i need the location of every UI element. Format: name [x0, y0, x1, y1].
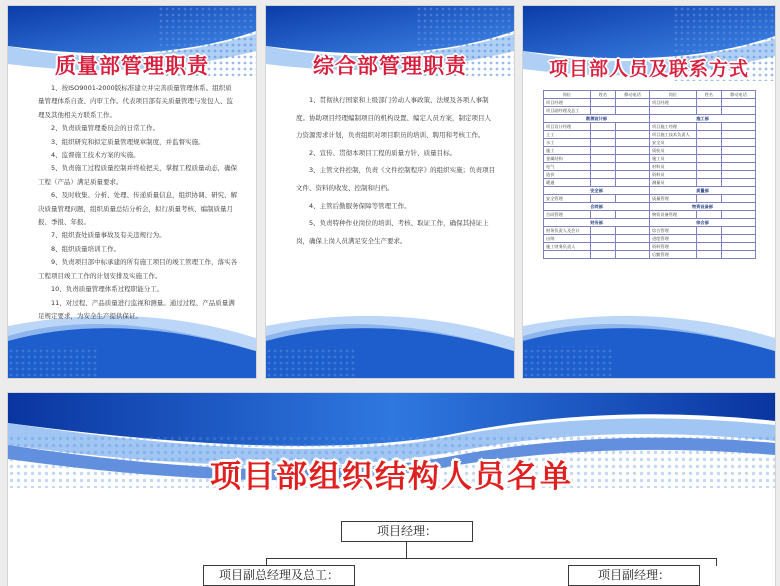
table-cell: 测量员: [649, 179, 696, 187]
table-cell: [590, 211, 615, 219]
table-cell: [722, 235, 756, 243]
table-cell: [590, 107, 615, 115]
table-header-row: [544, 91, 756, 99]
table-cell: [590, 251, 615, 259]
table-cell: 暖通: [544, 179, 591, 187]
table-cell: 质量管理: [649, 195, 696, 203]
table-cell: [590, 131, 615, 139]
table-cell: [696, 179, 721, 187]
table-cell: [722, 163, 756, 171]
connector-line: [406, 542, 407, 558]
table-cell: [649, 107, 696, 115]
table-cell: 项目经理: [544, 99, 591, 107]
table-cell: [616, 227, 650, 235]
duty-paragraph: 2、负责质量管理委员会的日常工作。: [51, 124, 160, 133]
table-cell: [722, 211, 756, 219]
table-cell: [696, 243, 721, 251]
section-row: [544, 187, 756, 195]
table-cell: [722, 131, 756, 139]
table-cell: [696, 107, 721, 115]
section-label: 综合部: [649, 219, 755, 227]
table-cell: [616, 235, 650, 243]
table-cell: 项目施工技术负责人: [649, 131, 696, 139]
duty-paragraph: 2、宣传、贯彻本项目工程的质量方针、质量目标。: [309, 148, 457, 157]
table-row: [544, 235, 756, 243]
table-cell: [722, 155, 756, 163]
table-cell: [696, 163, 721, 171]
section-label: 质量部: [649, 187, 755, 195]
table-cell: [696, 251, 721, 259]
table-cell: 项目副经理及总工: [544, 107, 591, 115]
section-row: [544, 219, 756, 227]
table-cell: [696, 227, 721, 235]
table-cell: 安全管理: [544, 195, 591, 203]
table-cell: 施工: [544, 147, 591, 155]
table-cell: [616, 195, 650, 203]
section-label: 施工部: [649, 115, 755, 123]
table-cell: [696, 131, 721, 139]
table-row: [544, 147, 756, 155]
table-row: [544, 155, 756, 163]
table-cell: [590, 243, 615, 251]
table-cell: [590, 139, 615, 147]
duty-paragraph: 4、主管后勤服务保障等管理工作。: [309, 201, 411, 210]
duty-paragraph: 7、组织查处质量事故及有关违规行为。: [51, 231, 166, 240]
table-row: [544, 99, 756, 107]
table-cell: [722, 123, 756, 131]
duty-paragraph: 3、主管文件控制，负责《文件控制程序》的组织实施；负责项目文件、资料的收发、控制和归档。: [296, 166, 496, 192]
table-cell: [696, 235, 721, 243]
table-cell: [616, 147, 650, 155]
section-label: 合同部: [544, 203, 650, 211]
table-cell: [722, 107, 756, 115]
column-header: 岗位: [544, 91, 591, 99]
table-cell: 财务负责人及会计: [544, 227, 591, 235]
table-cell: 综合管理: [649, 227, 696, 235]
table-cell: [616, 123, 650, 131]
column-header: 岗位: [649, 91, 696, 99]
table-cell: [696, 171, 721, 179]
table-cell: [696, 155, 721, 163]
duty-paragraph: 5、负责特种作业岗位的培训、考核、取证工作，确保其持证上岗，确保上岗人员满足安全生产要求。: [296, 219, 489, 245]
table-cell: [590, 155, 615, 163]
table-row: [544, 171, 756, 179]
table-cell: [544, 251, 591, 259]
table-cell: 项目施工经理: [649, 123, 696, 131]
duty-paragraph: 9、负责项目部中标承建的所有施工项目的竣工管理工作，落实各工程项目竣工工作的计划安排及实施工作。: [38, 258, 238, 280]
table-cell: [616, 179, 650, 187]
project-manager-box: 项目经理：: [341, 521, 473, 542]
duty-paragraph: 5、负责施工过程质量控制并终检把关，掌握工程质量动态，确保工程（产品）满足质量要求。: [38, 164, 238, 186]
table-cell: [722, 139, 756, 147]
table-cell: 水工: [544, 139, 591, 147]
section-label: 物资设备部: [649, 203, 755, 211]
duty-paragraph: 1、按ISO9001-2000版标准建立并完善质量管理体系。组织质量管理体系自查、内审工作。代表项目部有关质量管理与发包人、监理及其他相关方联系工作。: [38, 84, 233, 119]
table-cell: [616, 171, 650, 179]
org-chart-title: 项目部组织结构人员名单: [210, 459, 573, 495]
table-cell: 项目经理: [649, 99, 696, 107]
table-cell: 安全员: [649, 139, 696, 147]
table-row: [544, 107, 756, 115]
table-cell: [722, 171, 756, 179]
table-cell: 材料员: [649, 163, 696, 171]
table-cell: [722, 99, 756, 107]
table-cell: [616, 131, 650, 139]
table-cell: [616, 251, 650, 259]
table-cell: [696, 147, 721, 155]
table-row: [544, 139, 756, 147]
contact-table: [543, 90, 756, 259]
poster-general-dept: [265, 5, 515, 379]
table-row: [544, 163, 756, 171]
table-cell: 项目设计经理: [544, 123, 591, 131]
table-cell: [616, 139, 650, 147]
column-header: 姓名: [696, 91, 721, 99]
table-cell: [616, 99, 650, 107]
table-cell: [696, 195, 721, 203]
table-cell: 合同管理: [544, 211, 591, 219]
table-cell: 施工财务负责人: [544, 243, 591, 251]
duties-text: [296, 92, 496, 250]
column-header: 姓名: [590, 91, 615, 99]
poster-contact-list: [522, 5, 776, 379]
table-cell: [590, 147, 615, 155]
table-cell: 电气: [544, 163, 591, 171]
duty-paragraph: 8、组织质量培训工作。: [51, 244, 121, 253]
column-header: 移动电话: [722, 91, 756, 99]
table-row: [544, 251, 756, 259]
table-cell: [590, 99, 615, 107]
deputy-manager-box: 项目副经理：: [568, 565, 700, 586]
connector-line: [266, 558, 716, 559]
table-row: [544, 243, 756, 251]
table-cell: 施工员: [649, 155, 696, 163]
table-cell: [590, 235, 615, 243]
duty-paragraph: 11、对过程、产品质量进行监视和测量。通过过程、产品质量满足规定要求，为安全生产提供保证。: [38, 298, 235, 320]
table-cell: [616, 163, 650, 171]
table-cell: [696, 123, 721, 131]
table-row: [544, 227, 756, 235]
connector-line: [716, 558, 717, 566]
duty-paragraph: 3、组织研究和拟定质量管理规章制度，并监督实施。: [51, 137, 205, 146]
table-cell: [696, 139, 721, 147]
table-cell: 质检员: [649, 147, 696, 155]
duty-paragraph: 6、及时收集、分析、处理、传递质量信息，组织协调、研究、解决质量管理问题，组织质量总结分析会，拟行质量考核、编制质量月报、季报、年报。: [38, 191, 238, 227]
duties-text: [38, 82, 238, 323]
table-cell: [722, 251, 756, 259]
poster-title: 项目部人员及联系方式: [548, 58, 749, 80]
table-cell: [590, 171, 615, 179]
poster-title: 综合部管理职责: [313, 54, 467, 78]
table-cell: [616, 107, 650, 115]
table-cell: 土工: [544, 131, 591, 139]
column-header: 移动电话: [616, 91, 650, 99]
table-cell: [616, 155, 650, 163]
table-cell: 后勤管理: [649, 251, 696, 259]
section-row: [544, 203, 756, 211]
table-row: [544, 211, 756, 219]
table-cell: [722, 227, 756, 235]
duty-paragraph: 4、监督施工技术方案的实施。: [51, 151, 140, 160]
deputy-manager-chief-engineer-box: 项目副总经理及总工：: [203, 565, 355, 586]
table-cell: 金属结构: [544, 155, 591, 163]
table-cell: [722, 243, 756, 251]
table-cell: [590, 123, 615, 131]
table-cell: [696, 211, 721, 219]
table-cell: [590, 163, 615, 171]
table-cell: [590, 179, 615, 187]
table-cell: [616, 211, 650, 219]
table-cell: 进度管理: [649, 235, 696, 243]
table-cell: [590, 195, 615, 203]
section-label: 财务部: [544, 219, 650, 227]
poster-org-chart: [7, 392, 776, 586]
table-cell: [616, 243, 650, 251]
table-cell: 资料员: [649, 171, 696, 179]
poster-quality-dept: [7, 5, 257, 379]
section-label: 勘测设计部: [544, 115, 650, 123]
table-cell: [722, 147, 756, 155]
duty-paragraph: 1、贯彻执行国家和上级部门劳动人事政策、法规及各项人事制度。协助项目经理编制项目的机构设置、编定人员方案，制定项目人力资源需求计划，负责组织对项目职员的培训、聘用和考核工作。: [296, 96, 491, 140]
table-cell: 出纳: [544, 235, 591, 243]
table-cell: [722, 179, 756, 187]
table-row: [544, 179, 756, 187]
poster-title: 质量部管理职责: [55, 54, 209, 78]
table-cell: 造价: [544, 171, 591, 179]
table-row: [544, 131, 756, 139]
section-label: 安全部: [544, 187, 650, 195]
table-row: [544, 195, 756, 203]
duty-paragraph: 10、负责质量管理体系过程职能分工。: [51, 285, 164, 294]
table-cell: 资料管理: [649, 243, 696, 251]
section-row: [544, 115, 756, 123]
table-row: [544, 123, 756, 131]
table-cell: 物资设备管理: [649, 211, 696, 219]
table-cell: [722, 195, 756, 203]
table-cell: [590, 227, 615, 235]
table-cell: [696, 99, 721, 107]
